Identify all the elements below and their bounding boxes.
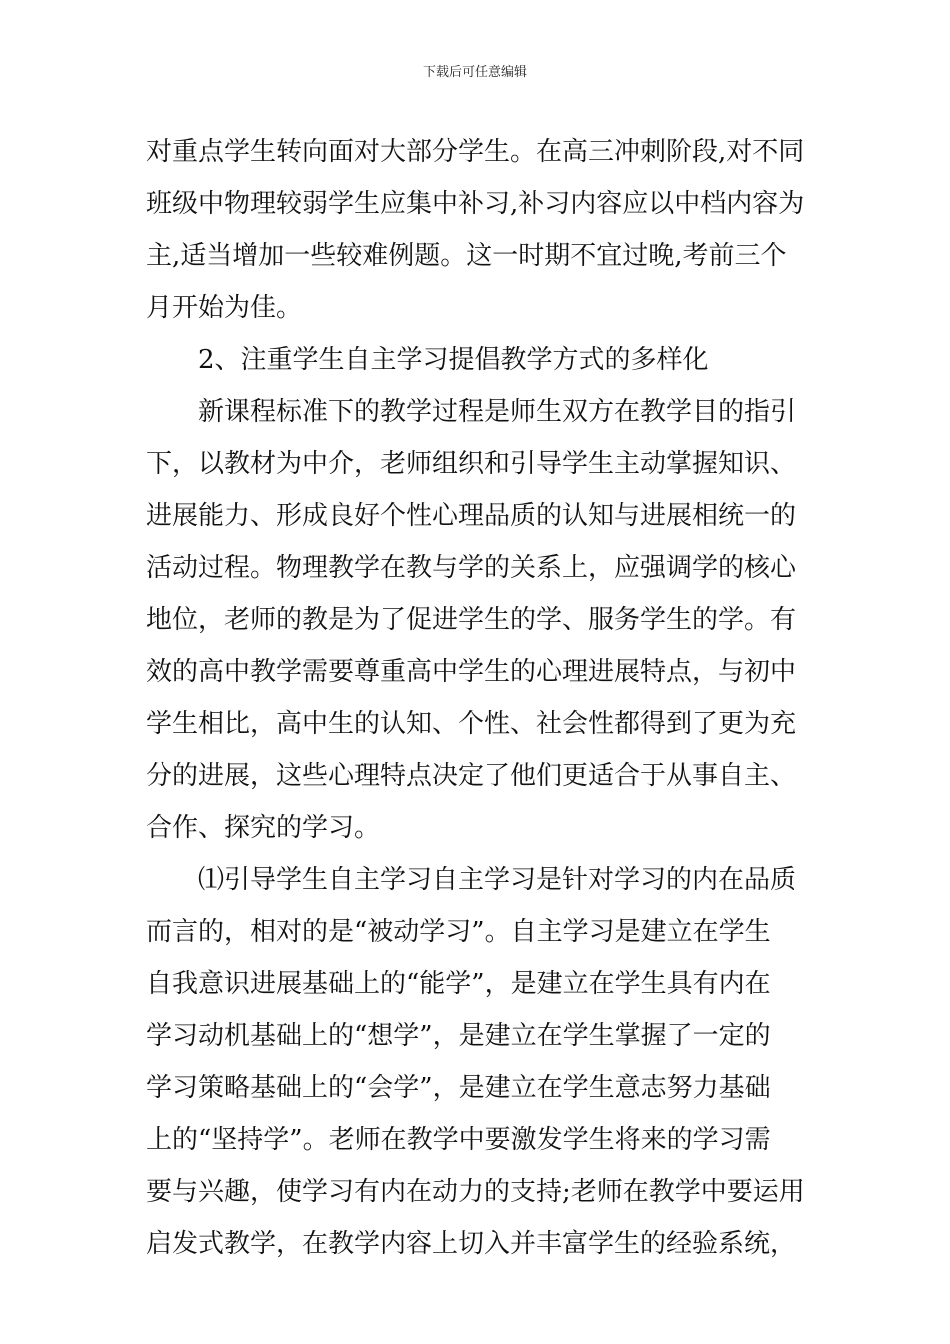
text-line: 效的高中教学需要尊重高中学生的心理进展特点，与初中 <box>146 657 797 687</box>
paragraph-3 <box>146 854 806 1270</box>
document-body <box>146 126 806 1270</box>
text-line: 学生相比，高中生的认知、个性、社会性都得到了更为充 <box>146 709 797 739</box>
text-line: ⑴引导学生自主学习自主学习是针对学习的内在品质 <box>198 865 797 895</box>
text-line: 而言的，相对的是“被动学习”。自主学习是建立在学生 <box>146 917 771 947</box>
paragraph-1 <box>146 126 806 334</box>
text-line: 分的进展，这些心理特点决定了他们更适合于从事自主、 <box>146 761 797 791</box>
text-line: 对重点学生转向面对大部分学生。在高三冲刺阶段,对不同 <box>146 137 805 167</box>
text-line: 进展能力、形成良好个性心理品质的认知与进展相统一的 <box>146 501 797 531</box>
text-line: 地位，老师的教是为了促进学生的学、服务学生的学。有 <box>146 605 797 635</box>
heading-text: 2、注重学生自主学习提倡教学方式的多样化 <box>198 345 709 375</box>
text-line: 学习策略基础上的“会学”，是建立在学生意志努力基础 <box>146 1073 771 1103</box>
section-heading <box>146 334 806 386</box>
text-line: 下，以教材为中介，老师组织和引导学生主动掌握知识、 <box>146 449 797 479</box>
text-line: 月开始为佳。 <box>146 293 303 323</box>
text-line: 学习动机基础上的“想学”，是建立在学生掌握了一定的 <box>146 1021 771 1051</box>
text-line: 班级中物理较弱学生应集中补习,补习内容应以中档内容为 <box>146 189 805 219</box>
text-line: 启发式教学，在教学内容上切入并丰富学生的经验系统， <box>146 1229 797 1259</box>
text-line: 自我意识进展基础上的“能学”，是建立在学生具有内在 <box>146 969 771 999</box>
text-line: 活动过程。物理教学在教与学的关系上，应强调学的核心 <box>146 553 797 583</box>
text-line: 新课程标准下的教学过程是师生双方在教学目的指引 <box>198 397 797 427</box>
text-line: 要与兴趣，使学习有内在动力的支持;老师在教学中要运用 <box>146 1177 805 1207</box>
text-line: 主,适当增加一些较难例题。这一时期不宜过晚,考前三个 <box>146 241 787 271</box>
page-header: 下载后可任意编辑 <box>422 65 527 80</box>
paragraph-2 <box>146 386 806 854</box>
text-line: 上的“坚持学”。老师在教学中要激发学生将来的学习需 <box>146 1125 771 1155</box>
text-line: 合作、探究的学习。 <box>146 813 381 843</box>
